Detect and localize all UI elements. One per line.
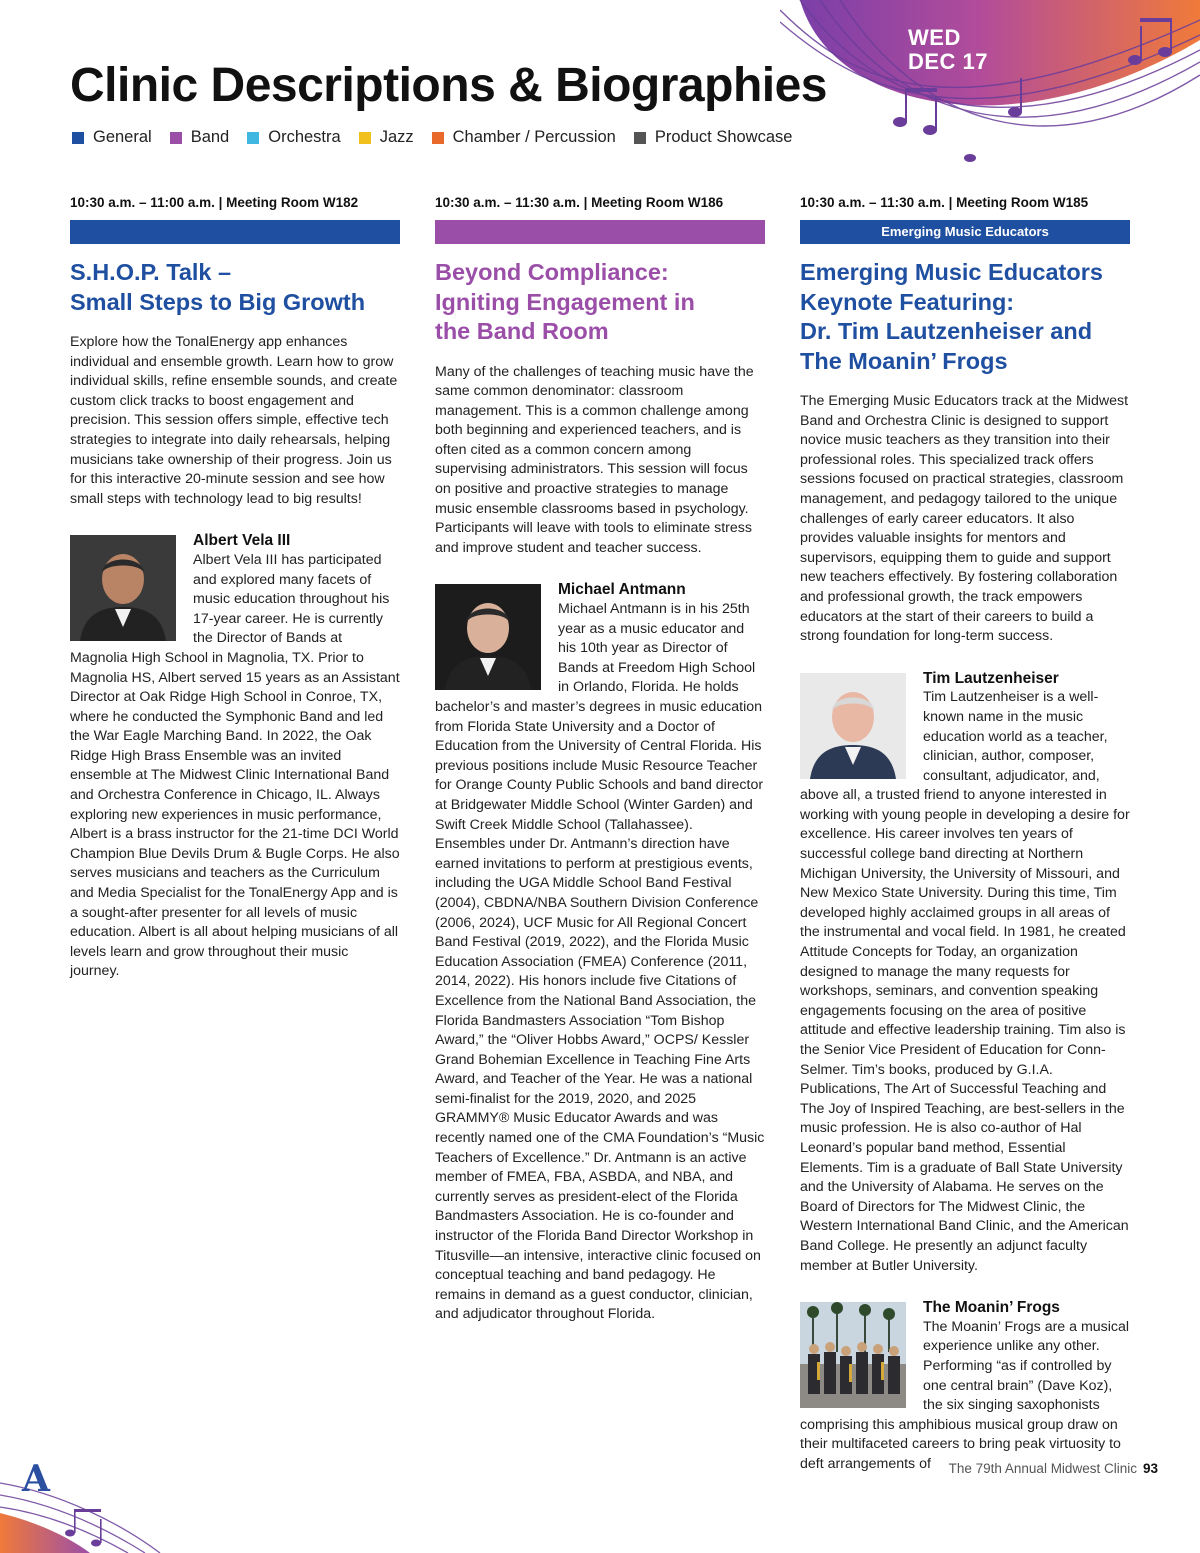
- session-time-room: 10:30 a.m. – 11:00 a.m. | Meeting Room W182: [70, 195, 359, 210]
- session-time-room: 10:30 a.m. – 11:30 a.m. | Meeting Room W185: [800, 195, 1089, 210]
- session-title-line: S.H.O.P. Talk –: [70, 259, 232, 285]
- track-legend: [72, 128, 810, 147]
- session-title-line: Dr. Tim Lautzenheiser and: [800, 318, 1093, 344]
- presenter-photo: [800, 1302, 906, 1408]
- page-title: Clinic Descriptions & Biographies: [70, 59, 827, 112]
- date-badge: [908, 26, 988, 74]
- session-title: [800, 258, 1130, 376]
- legend-item: [247, 128, 340, 147]
- session-title-line: Keynote Featuring:: [800, 288, 1015, 315]
- track-color-bar: [800, 220, 1130, 244]
- legend-label: General: [93, 128, 152, 146]
- presenter-photo: [435, 584, 541, 690]
- music-swoosh-decoration: [780, 0, 1200, 180]
- session-title-line: the Band Room: [435, 318, 609, 344]
- session-title-line: Small Steps to Big Growth: [70, 288, 366, 315]
- legend-label: Orchestra: [268, 128, 341, 146]
- legend-item: [432, 128, 616, 147]
- presenter-bio-text: Michael Antmann is in his 25th year as a music educator and his 10th year as Director of Bands at Freedom High School in Orlando, Florida. He holds bachelor’s and master’s degrees in music education from Florida State University and a Doctor of Education from the University of Central Florida. His previous positions include Music Resource Teacher for Orange County Public Schools and band director at Bridgewater Middle School (Winter Garden) and Swift Creek Middle School (Tallahassee). Ensembles under Dr. Antmann’s direction have earned invitations to perform at prestigious events, including the UGA Middle School Band Festival (2004), CBDNA/NBA Southern Division Conference (2006, 2024), UCF Music for All Regional Concert Band Festival (2019, 2022), and the Florida Music Education Association (FMEA) Conference (2011, 2014, 2022). His honors include five Citations of Excellence from the National Band Association, the Florida Bandmasters Association “Tom Bishop Award,” the “Oliver Hobbs Award,” OCPS/ Kessler Grand Bohemian Excellence in Teaching Fine Arts Award, and Teacher of the Year. He was a national semi-finalist for the 2019, 2020, and 2025 GRAMMY® Music Educator Awards and was recently named one of the CMA Foundation’s “Music Teachers of Excellence.” Dr. Antmann is an active member of FMEA, FBA, ASBDA, and NBA, and currently serves as president-elect of the Florida Bandmasters Association. He is co-founder and instructor of the Florida Band Director Workshop in Titusville—an intensive, interactive clinic focused on conceptual teaching and band pedagogy. He remains in demand as a guest conductor, clinician, and adjudicator throughout Florida.: [435, 601, 765, 1323]
- presenter-photo: [70, 535, 176, 641]
- session-title: [70, 258, 400, 317]
- legend-swatch: [170, 132, 182, 144]
- legend-item: [359, 128, 414, 147]
- session-title-line: Beyond Compliance:: [435, 259, 669, 285]
- presenter-name: Tim Lautzenheiser: [923, 669, 1059, 687]
- legend-item: [634, 128, 793, 147]
- legend-label: Jazz: [379, 128, 414, 146]
- session-title-line: Emerging Music Educators: [800, 259, 1103, 285]
- session-column-2: [435, 195, 765, 1325]
- session-description: Explore how the TonalEnergy app enhances individual and ensemble growth. Learn how to grow individual skills, refine ensemble sounds, and create custom click tracks to boost engagement and precision. This session offers simple, effective tech strategies to integrate into daily rehearsals, helping musicians take ownership of their progress. Join us for this interactive 20-minute session and see how small steps with technology lead to big results!: [70, 334, 398, 507]
- music-swoosh-decoration-bottom: [0, 1443, 170, 1553]
- presenter-name: Michael Antmann: [558, 581, 686, 599]
- presenter-bio-text: Albert Vela III has participated and explored many facets of music education throughout his 17-year career. He is currently the Director of Bands at Magnolia High School in Magnolia, TX. Prior to Magnolia HS, Albert served 15 years as an Assistant Director at Oak Ridge High School in Conroe, TX, where he conducted the Symphonic Band and led the War Eagle Marching Band. In 2022, the Oak Ridge High Brass Ensemble was an invited ensemble at The Midwest Clinic International Band and Orchestra Conference in Chicago, IL. Always exploring new experiences in music performance, Albert is a brass instructor for the 21-time DCI World Champion Blue Devils Drum & Bugle Corps. He also serves musicians and teachers as the Curriculum and Media Specialist for the TonalEnergy App and is a sought-after presenter for all levels of music education. Albert is all about helping musicians of all levels learn and grow throughout their music journey.: [70, 551, 400, 980]
- publication-name: The 79th Annual Midwest Clinic: [948, 1461, 1137, 1476]
- legend-label: Product Showcase: [654, 128, 793, 146]
- legend-item: [170, 128, 230, 147]
- session-description: The Emerging Music Educators track at the Midwest Band and Orchestra Clinic is designed to support novice music teachers as they transition into their professional roles. This specialized track offers sessions focused on practical strategies, classroom management, and pedagogy tailored to the unique challenges of early career educators. It also provides valuable insights for mentors and supervisors, equipping them to guide and support new teachers effectively. By fostering collaboration and professional growth, the track empowers educators at the start of their careers to build a strong foundation for long-term success.: [800, 393, 1129, 645]
- presenter-bio: [435, 580, 765, 1325]
- presenter-bio: [800, 669, 1130, 1276]
- legend-swatch: [72, 132, 84, 144]
- legend-swatch: [359, 132, 371, 144]
- session-title: [435, 258, 765, 347]
- legend-swatch: [634, 132, 646, 144]
- date-day: WED: [908, 25, 961, 50]
- legend-swatch: [432, 132, 444, 144]
- page-footer: [949, 1461, 1158, 1476]
- session-column-1: [70, 195, 400, 982]
- presenter-bio-text: The Moanin’ Frogs are a musical experience unlike any other. Performing “as if controlled by one central brain” (Dave Koz), the six singing saxophonists comprising this amphibious musical group draw on their multifaceted careers to bring peak virtuosity to deft arrangements of: [800, 1318, 1130, 1472]
- session-title-line: Igniting Engagement in: [435, 288, 695, 315]
- session-description: Many of the challenges of teaching music have the same common denominator: classroom management. This is a common challenge among both beginning and experienced teachers, and is often cited as a common concern among supervising administrators. This session will focus on positive and proactive strategies to manage music ensemble classrooms based in psychology. Participants will leave with tools to eliminate stress and improve student and teacher success.: [435, 363, 754, 556]
- presenter-bio: [800, 1298, 1130, 1474]
- session-time-room: 10:30 a.m. – 11:30 a.m. | Meeting Room W186: [435, 195, 724, 210]
- track-label: Emerging Music Educators: [881, 224, 1049, 239]
- session-column-3: [800, 195, 1130, 1474]
- svg-text:A: A: [22, 1458, 50, 1500]
- presenter-bio: [70, 531, 400, 982]
- presenter-name: Albert Vela III: [193, 532, 291, 550]
- session-title-line: The Moanin’ Frogs: [800, 347, 1008, 374]
- presenter-bio-text: Tim Lautzenheiser is a well-known name in the music education world as a teacher, clinician, author, composer, consultant, adjudicator, and, above all, a trusted friend to anyone interested in working with young people in developing a desire for excellence. His career involves ten years of successful college band directing at Northern Michigan University, the University of Missouri, and New Mexico State University. During this time, Tim developed highly acclaimed groups in all areas of the instrumental and vocal field. In 1981, he created Attitude Concepts for Today, an organization designed to manage the many requests for workshops, seminars, and convention speaking engagements focusing on the area of positive attitude and effective leadership training. Tim also is the Senior Vice President of Education for Conn-Selmer. Tim’s books, produced by G.I.A. Publications, The Art of Successful Teaching and The Joy of Inspired Teaching, are best-sellers in the music profession. He is also co-author of Hal Leonard’s popular band method, Essential Elements. Tim is a graduate of Ball State University and the University of Alabama. He serves on the Board of Directors for The Midwest Clinic, the Western International Band Clinic, and the American Band College. He presently an adjunct faculty member at Butler University.: [800, 689, 1130, 1274]
- track-color-bar: [435, 220, 765, 244]
- legend-label: Band: [190, 128, 230, 146]
- legend-label: Chamber / Percussion: [452, 128, 616, 146]
- page-number: 93: [1142, 1461, 1158, 1476]
- track-color-bar: [70, 220, 400, 244]
- presenter-photo: [800, 673, 906, 779]
- legend-swatch: [247, 132, 259, 144]
- presenter-name: The Moanin’ Frogs: [923, 1299, 1060, 1317]
- legend-item: [72, 128, 152, 147]
- date-date: DEC 17: [908, 49, 989, 74]
